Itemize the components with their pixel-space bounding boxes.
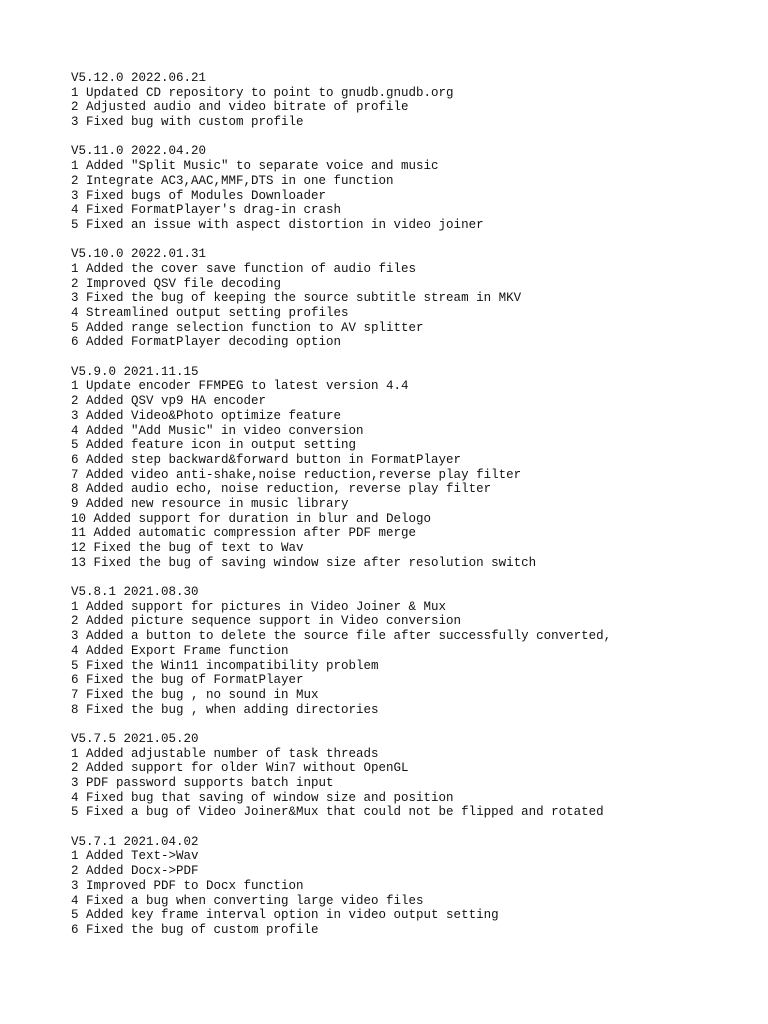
- release-block: [71, 585, 761, 717]
- changelog-item: 10 Added support for duration in blur and Delogo: [71, 511, 432, 526]
- changelog-item: 4 Streamlined output setting profiles: [71, 306, 349, 320]
- changelog-item: 4 Fixed FormatPlayer's drag-in crash: [71, 203, 342, 218]
- release-heading: V5.11.0 2022.04.20: [71, 144, 207, 159]
- changelog-item: 3 PDF password supports batch input: [71, 776, 334, 790]
- changelog-item: 9 Added new resource in music library: [71, 496, 349, 511]
- release-heading: V5.12.0 2022.06.21: [71, 71, 207, 85]
- changelog-item: 2 Adjusted audio and video bitrate of profile: [71, 100, 409, 115]
- changelog-item: 5 Added feature icon in output setting: [71, 438, 357, 453]
- changelog-item: 1 Update encoder FFMPEG to latest version 4.4: [71, 379, 409, 394]
- release-heading: V5.9.0 2021.11.15: [71, 364, 199, 379]
- changelog-item: 4 Fixed bug that saving of window size and position: [71, 790, 454, 805]
- changelog-item: 11 Added automatic compression after PDF merge: [71, 526, 417, 541]
- changelog-item: 4 Added Export Frame function: [71, 643, 289, 658]
- release-block: [71, 835, 761, 938]
- changelog-item: 6 Fixed the bug of custom profile: [71, 922, 319, 937]
- changelog-item: 5 Added key frame interval option in video output setting: [71, 908, 499, 923]
- changelog-item: 5 Fixed an issue with aspect distortion in video joiner: [71, 217, 484, 232]
- release-heading: V5.7.1 2021.04.02: [71, 834, 199, 849]
- changelog-item: 1 Added support for pictures in Video Joiner & Mux: [71, 599, 447, 614]
- release-heading: V5.10.0 2022.01.31: [71, 247, 207, 262]
- changelog-item: 2 Added support for older Win7 without OpenGL: [71, 761, 409, 776]
- changelog-item: 2 Improved QSV file decoding: [71, 276, 282, 291]
- changelog-item: 8 Fixed the bug , when adding directories: [71, 702, 379, 717]
- changelog-item: 3 Improved PDF to Docx function: [71, 878, 304, 893]
- release-block: [71, 247, 761, 350]
- changelog-item: 13 Fixed the bug of saving window size after resolution switch: [71, 555, 537, 570]
- release-heading: V5.7.5 2021.05.20: [71, 731, 199, 746]
- release-block: [71, 144, 761, 232]
- changelog-item: 12 Fixed the bug of text to Wav: [71, 541, 304, 555]
- changelog-item: 2 Added Docx->PDF: [71, 864, 199, 879]
- changelog-item: 3 Added a button to delete the source file after successfully converted,: [71, 629, 612, 644]
- changelog-item: 4 Added "Add Music" in video conversion: [71, 423, 364, 438]
- changelog-document: [71, 71, 761, 938]
- changelog-item: 4 Fixed a bug when converting large video files: [71, 893, 424, 908]
- changelog-item: 2 Integrate AC3,AAC,MMF,DTS in one function: [71, 173, 394, 188]
- changelog-item: 1 Updated CD repository to point to gnudb.gnudb.org: [71, 85, 454, 100]
- changelog-item: 6 Fixed the bug of FormatPlayer: [71, 673, 304, 688]
- changelog-item: 5 Fixed a bug of Video Joiner&Mux that could not be flipped and rotated: [71, 805, 604, 820]
- changelog-item: 6 Added step backward&forward button in FormatPlayer: [71, 452, 462, 467]
- release-block: [71, 365, 761, 571]
- changelog-item: 5 Fixed the Win11 incompatibility problem: [71, 658, 379, 673]
- changelog-item: 8 Added audio echo, noise reduction, reverse play filter: [71, 482, 492, 497]
- changelog-item: 7 Fixed the bug , no sound in Mux: [71, 687, 319, 702]
- changelog-item: 1 Added the cover save function of audio files: [71, 261, 417, 276]
- changelog-item: 1 Added "Split Music" to separate voice and music: [71, 159, 439, 174]
- changelog-item: 7 Added video anti-shake,noise reduction,reverse play filter: [71, 467, 522, 482]
- changelog-item: 2 Added picture sequence support in Video conversion: [71, 614, 462, 629]
- changelog-item: 2 Added QSV vp9 HA encoder: [71, 394, 267, 409]
- changelog-item: 5 Added range selection function to AV splitter: [71, 320, 424, 335]
- changelog-item: 1 Added adjustable number of task threads: [71, 746, 379, 761]
- release-heading: V5.8.1 2021.08.30: [71, 585, 199, 600]
- changelog-item: 3 Fixed bug with custom profile: [71, 115, 304, 130]
- release-block: [71, 71, 761, 130]
- release-block: [71, 732, 761, 820]
- changelog-item: 1 Added Text->Wav: [71, 849, 199, 864]
- changelog-item: 6 Added FormatPlayer decoding option: [71, 335, 342, 350]
- changelog-item: 3 Fixed bugs of Modules Downloader: [71, 188, 327, 203]
- changelog-item: 3 Added Video&Photo optimize feature: [71, 408, 342, 423]
- changelog-item: 3 Fixed the bug of keeping the source subtitle stream in MKV: [71, 291, 522, 306]
